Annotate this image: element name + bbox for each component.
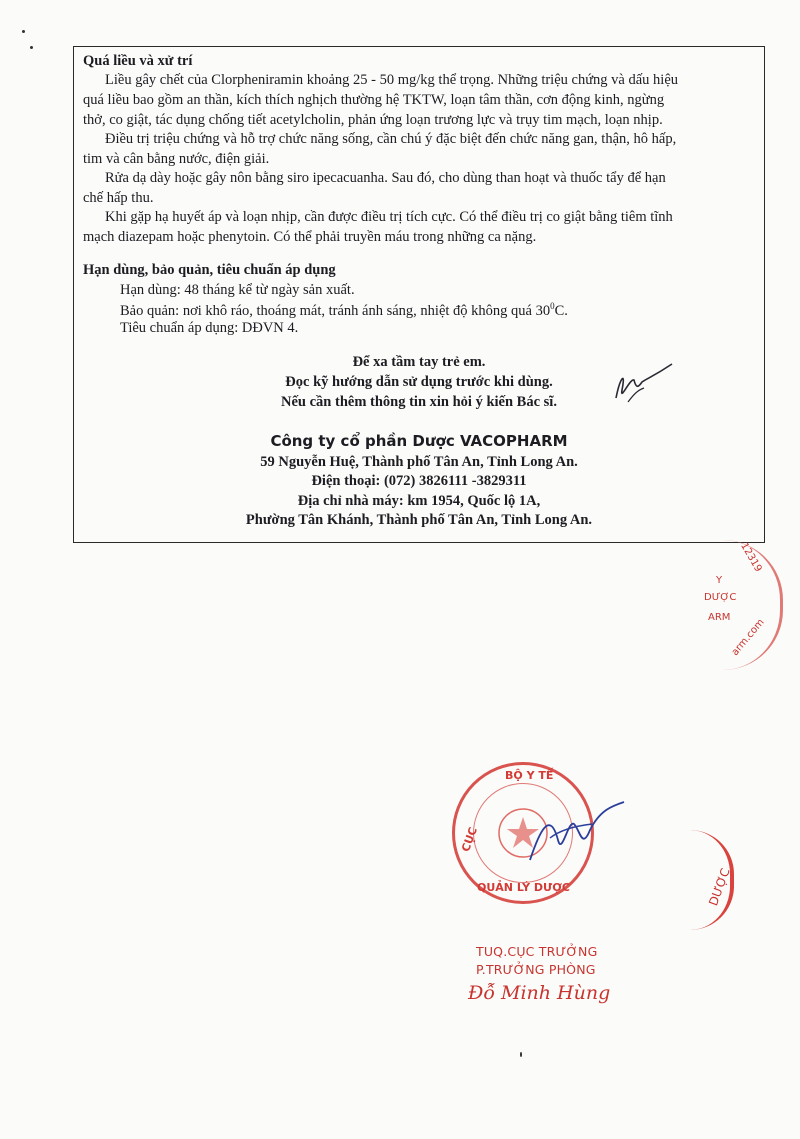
scan-speck — [30, 46, 33, 49]
overdose-line: quá liều bao gồm an thần, kích thích nghịch thường hệ TKTW, loạn tâm thần, cơn động kinh, ngừng — [83, 92, 665, 108]
overdose-line: tim và cân bằng nước, điện giải. — [83, 151, 270, 167]
signatory-title-2: P.TRƯỞNG PHÒNG — [476, 962, 596, 977]
seal-text-bottom: QUẢN LÝ DƯỢC — [477, 881, 570, 894]
overdose-line: Liều gây chết của Clorpheniramin khoảng 25 - 50 mg/kg thể trọng. Những triệu chứng và dấu hiệu — [105, 72, 679, 88]
company-name: Công ty cổ phần Dược VACOPHARM — [270, 432, 568, 450]
stamp-fragment: 12319 — [738, 540, 764, 575]
overdose-title: Quá liều và xử trí — [83, 53, 193, 69]
factory-address-line2: Phường Tân Khánh, Thành phố Tân An, Tỉnh Long An. — [245, 512, 593, 528]
signatory-title-1: TUQ.CỤC TRƯỞNG — [476, 944, 598, 959]
arc-fragment: DƯỢC — [706, 866, 733, 908]
overdose-line: chế hấp thu. — [83, 190, 154, 206]
warning-read-instructions: Đọc kỹ hướng dẫn sử dụng trước khi dùng. — [285, 374, 553, 390]
stamp-fragment: DƯỢC — [704, 592, 737, 603]
warning-children: Để xa tầm tay trẻ em. — [352, 354, 486, 370]
scan-speck — [520, 1052, 522, 1057]
storage-title: Hạn dùng, bảo quản, tiêu chuẩn áp dụng — [83, 262, 336, 278]
signatory-name: Đỗ Minh Hùng — [468, 982, 611, 1004]
overdose-line: thở, co giật, tác dụng chống tiết acetylcholin, phản ứng loạn trương lực và trụy tim mạch, loạn nhịp. — [83, 112, 663, 128]
blue-signature — [520, 800, 630, 870]
warning-consult-doctor: Nếu cần thêm thông tin xin hỏi ý kiến Bác sĩ. — [281, 394, 557, 410]
storage-conditions: Bảo quản: nơi khô ráo, thoáng mát, tránh ánh sáng, nhiệt độ không quá $30^0C$. — [120, 301, 568, 319]
seal-text-top: BỘ Y TẾ — [505, 769, 554, 782]
seal-text-left: CỤC — [459, 825, 480, 854]
stamp-fragment: arm.com — [729, 616, 767, 659]
stamp-fragment: ARM — [708, 612, 731, 623]
applied-standard: Tiêu chuẩn áp dụng: DĐVN 4. — [120, 320, 299, 336]
overdose-line: mạch diazepam hoặc phenytoin. Có thể phải truyền máu trong những ca nặng. — [83, 229, 537, 245]
factory-address-line1: Địa chỉ nhà máy: km 1954, Quốc lộ 1A, — [297, 493, 541, 509]
stamp-fragment: Y — [716, 575, 723, 586]
initial-signature — [608, 358, 678, 413]
company-address: 59 Nguyễn Huệ, Thành phố Tân An, Tỉnh Long An. — [260, 454, 578, 470]
overdose-line: Điều trị triệu chứng và hỗ trợ chức năng sống, cần chú ý đặc biệt đến chức năng gan, thận, hô hấp, — [105, 131, 677, 147]
company-phone: Điện thoại: (072) 3826111 -3829311 — [311, 473, 527, 489]
scan-speck — [22, 30, 25, 33]
overdose-line: Khi gặp hạ huyết áp và loạn nhịp, cần được điều trị tích cực. Có thể điều trị co giật bằng tiêm tĩnh — [105, 209, 673, 225]
shelf-life: Hạn dùng: 48 tháng kể từ ngày sản xuất. — [120, 282, 355, 298]
overdose-line: Rửa dạ dày hoặc gây nôn bằng siro ipecacuanha. Sau đó, cho dùng than hoạt và thuốc tẩy để hạn — [105, 170, 666, 186]
